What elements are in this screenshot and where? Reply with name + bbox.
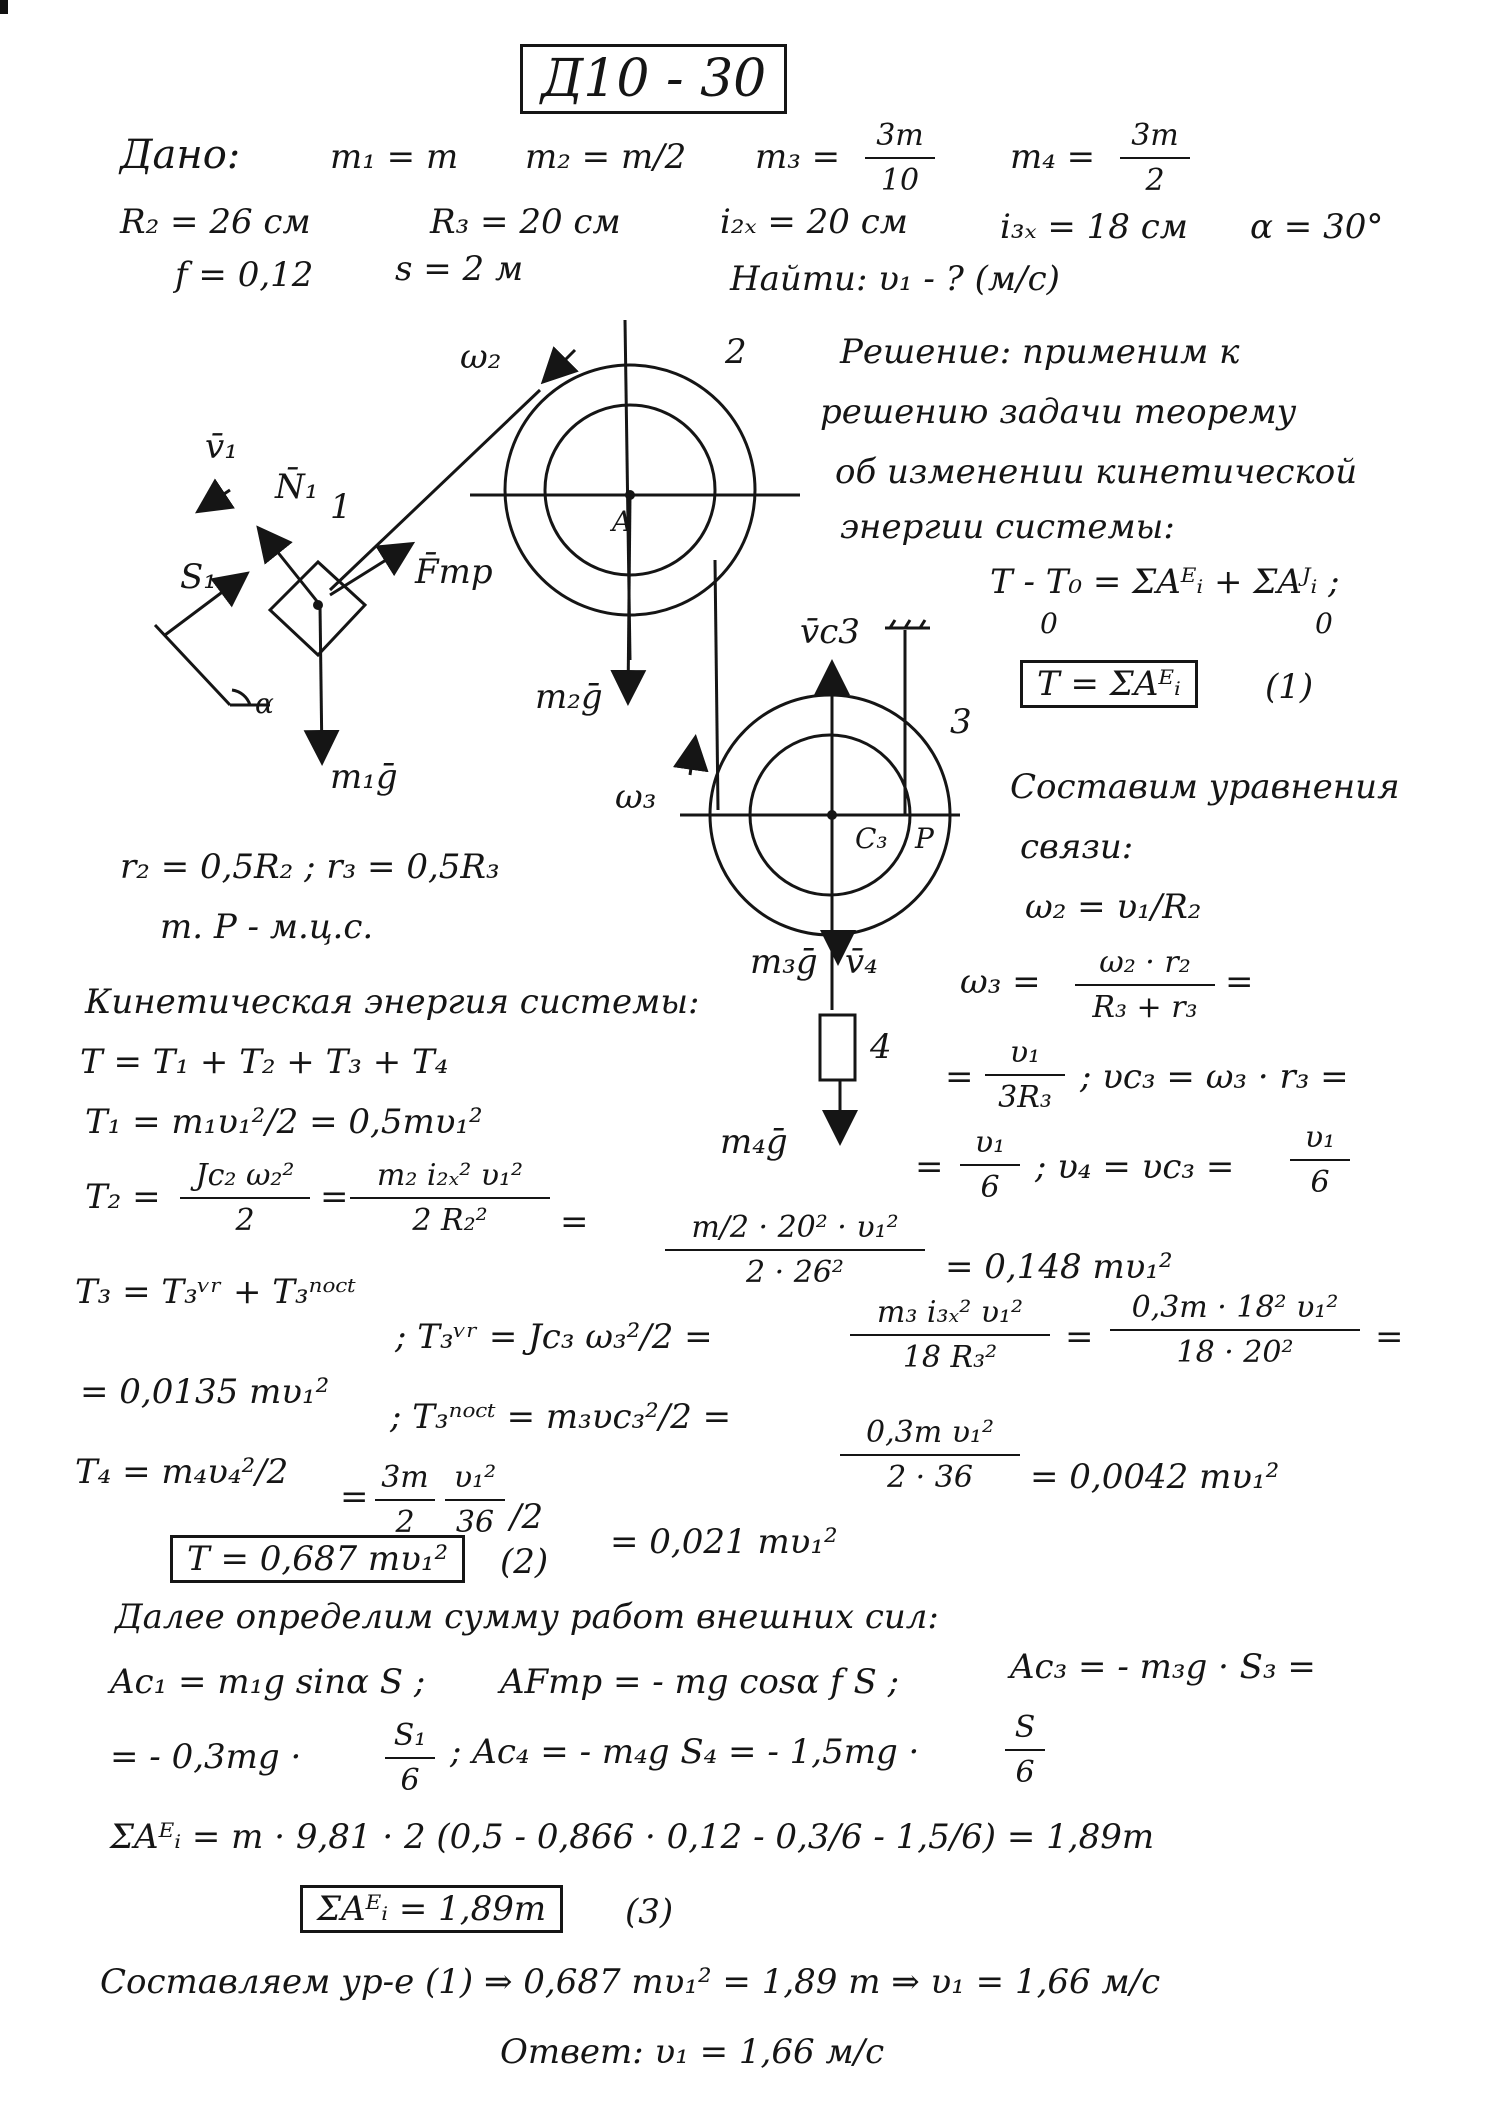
kinetic-T3vr-f1-denominator: 18 R₃² (902, 1340, 998, 1375)
constraint-row2-numerator: υ₁ (1009, 1035, 1041, 1070)
label-v4: v̄₄ (845, 942, 878, 982)
given-m2: m₂ = m/2 (525, 137, 687, 177)
v1-arrow (200, 490, 230, 510)
solution-line-3: об изменении кинетической (835, 452, 1358, 492)
label-s1: S₁ (180, 557, 217, 597)
kinetic-T4-f2-denominator: 36 (455, 1505, 495, 1540)
constraints-line-2: связи: (1020, 827, 1134, 867)
fraction-bar (375, 1499, 435, 1501)
kinetic-T2-fraction-3 (665, 1210, 925, 1290)
given-m4-numerator: 3m (1131, 118, 1179, 153)
given-f: f = 0,12 (175, 255, 314, 295)
kinetic-T4-f1-numerator: 3m (381, 1460, 429, 1495)
constraint-omega3-eq: = (1225, 962, 1254, 1002)
fraction-bar (840, 1454, 1020, 1456)
equation-1-number: (1) (1265, 667, 1314, 707)
pulley-2-center (625, 490, 635, 500)
constraint-row3-numerator: υ₁ (974, 1125, 1006, 1160)
given-find: Найти: υ₁ - ? (м/с) (730, 259, 1060, 299)
constraint-omega2: ω₂ = υ₁/R₂ (1025, 887, 1202, 927)
label-vc3: v̄c3 (800, 612, 860, 652)
constraint-row3-denominator: 6 (980, 1170, 1000, 1205)
fraction-bar (180, 1197, 310, 1199)
given-i2x: i₂ₓ = 20 см (720, 202, 908, 242)
kinetic-T3vr-end: = (1375, 1317, 1404, 1357)
kinetic-T3vr-f1-numerator: m₃ i₃ₓ² υ₁² (876, 1295, 1024, 1330)
block-1-center (313, 600, 323, 610)
work-A3b-denominator: 6 (400, 1763, 420, 1798)
work-A3b-lhs: = - 0,3mg · (110, 1737, 302, 1777)
omega2-arrow (545, 350, 575, 380)
work-heading: Далее определим сумму работ внешних сил: (115, 1597, 939, 1637)
given-m4-denominator: 2 (1145, 163, 1165, 198)
label-m1g: m₁ḡ (330, 757, 398, 797)
constraint-v4-denominator: 6 (1310, 1165, 1330, 1200)
constraint-row2-eq: = (945, 1057, 974, 1097)
fraction-bar (960, 1164, 1020, 1166)
kinetic-T4-lhs: T₄ = m₄υ₄²/2 (75, 1452, 289, 1492)
kinetic-T3vr-lhs: ; T₃ᵛʳ = Jc₃ ω₃²/2 = (395, 1317, 713, 1357)
answer: Ответ: υ₁ = 1,66 м/с (500, 2032, 885, 2072)
kinetic-T4-f2-numerator: υ₁² (453, 1460, 497, 1495)
constraint-v4-numerator: υ₁ (1304, 1120, 1336, 1155)
label-Ftr: F̄тр (415, 552, 493, 592)
equation-1: T = ΣAᴱᵢ (1020, 660, 1198, 708)
kinetic-T3post-fraction (840, 1415, 1020, 1495)
given-alpha: α = 30° (1250, 207, 1384, 247)
incline-surface (155, 625, 230, 705)
label-omega3: ω₃ (615, 777, 657, 817)
kinetic-T2-fraction-1 (180, 1158, 310, 1238)
fraction-bar (850, 1334, 1050, 1336)
constraint-omega3-lhs: ω₃ = (960, 962, 1041, 1002)
work-A3: Aс₃ = - m₃g · S₃ = (1010, 1647, 1316, 1687)
kinetic-T3vr-eq: = (1065, 1317, 1094, 1357)
label-P: P (915, 822, 934, 855)
label-m3g: m₃ḡ (750, 942, 818, 982)
given-label: Дано: (120, 132, 241, 178)
work-sum-box: ΣAᴱᵢ = 1,89m (300, 1885, 563, 1933)
kinetic-T2-f2-numerator: m₂ i₂ₓ² υ₁² (376, 1158, 524, 1193)
kinetic-heading: Кинетическая энергия системы: (85, 982, 700, 1022)
label-pulley-3: 3 (950, 702, 972, 742)
kinetic-T4-f1-denominator: 2 (395, 1505, 415, 1540)
kinetic-T2-f3-numerator: m/2 · 20² · υ₁² (691, 1210, 899, 1245)
constraint-row3-fraction (960, 1125, 1020, 1205)
fraction-bar (665, 1249, 925, 1251)
omega3-arrow (690, 740, 695, 775)
given-m1: m₁ = m (330, 137, 459, 177)
label-omega2: ω₂ (460, 337, 502, 377)
kinetic-T3vr-result: = 0,0135 mυ₁² (80, 1372, 330, 1412)
kinetic-T4-fraction-2 (445, 1460, 505, 1540)
work-A3b-numerator: S₁ (393, 1718, 427, 1753)
kinetic-T3vr-fraction-2 (1110, 1290, 1360, 1370)
work-A1: Aс₁ = m₁g sinα S ; (110, 1662, 426, 1702)
work-A3b-fraction (385, 1718, 435, 1798)
kinetic-T4-fraction-1 (375, 1460, 435, 1540)
label-N1: N̄₁ (275, 467, 319, 507)
kinetic-T2-f1-denominator: 2 (235, 1203, 255, 1238)
kinetic-T4-eq: = (340, 1477, 369, 1517)
fraction-bar (1290, 1159, 1350, 1161)
kinetic-T4-div: /2 (510, 1497, 544, 1537)
kinetic-T3: T₃ = T₃ᵛʳ + T₃ⁿᵒᶜᵗ (75, 1272, 356, 1312)
kinetic-T2-result: = 0,148 mυ₁² (945, 1247, 1173, 1287)
solution-line-2: решению задачи теорему (820, 392, 1297, 432)
work-sum-expression: ΣAᴱᵢ = m · 9,81 · 2 (0,5 - 0,866 · 0,12 - 0,3/6 - 1,5/6) = 1,89m (110, 1817, 1155, 1857)
fraction-bar (445, 1499, 505, 1501)
work-sum-number: (3) (625, 1892, 674, 1932)
label-alpha: α (255, 687, 274, 720)
label-block-1: 1 (330, 487, 352, 527)
constraint-row2-fraction (985, 1035, 1065, 1115)
label-weight-4: 4 (870, 1027, 892, 1067)
kinetic-T4-result: = 0,021 mυ₁² (610, 1522, 838, 1562)
kinetic-total-number: (2) (500, 1542, 549, 1582)
constraint-row3-eq: = (915, 1147, 944, 1187)
theorem-zero-internal: 0 (1315, 607, 1333, 640)
given-i3x: i₃ₓ = 18 см (1000, 207, 1188, 247)
theorem-zero-T0: 0 (1040, 607, 1058, 640)
fraction-bar (1110, 1329, 1360, 1331)
kinetic-T2-f1-numerator: Jc₂ ω₂² (195, 1158, 295, 1193)
fraction-bar (1075, 984, 1215, 986)
work-A4-numerator: S (1014, 1710, 1036, 1745)
m1g-arrow (320, 605, 322, 760)
label-C3: C₃ (855, 822, 888, 855)
given-s: s = 2 м (395, 249, 524, 289)
constraint-row2-denominator: 3R₃ (998, 1080, 1052, 1115)
kinetic-energy-theorem: T - T₀ = ΣAᴱᵢ + ΣAᴶᵢ ; (990, 562, 1340, 602)
fraction-bar (350, 1197, 550, 1199)
kinetic-T3post-numerator: 0,3m υ₁² (866, 1415, 994, 1450)
kinetic-T2-eq2: = (560, 1202, 589, 1242)
work-A4-lhs: ; Aс₄ = - m₄g S₄ = - 1,5mg · (450, 1732, 920, 1772)
radii-relation: r₂ = 0,5R₂ ; r₃ = 0,5R₃ (120, 847, 500, 887)
constraint-v4: ; υ₄ = υc₃ = (1035, 1147, 1235, 1187)
work-Afr: AFтр = - mg cosα f S ; (500, 1662, 900, 1702)
constraint-omega3-denominator: R₃ + r₃ (1092, 990, 1198, 1025)
constraint-v4-fraction (1290, 1120, 1350, 1200)
given-m3-denominator: 10 (880, 163, 920, 198)
fraction-bar (385, 1757, 435, 1759)
constraints-line-1: Составим уравнения (1010, 767, 1400, 807)
solution-line-4: энергии системы: (840, 507, 1175, 547)
fraction-bar (985, 1074, 1065, 1076)
kinetic-total-box: T = 0,687 mυ₁² (170, 1535, 465, 1583)
fraction-bar (1005, 1749, 1045, 1751)
label-m2g: m₂ḡ (535, 677, 603, 717)
kinetic-T2-eq1: = (320, 1177, 349, 1217)
alpha-arc (232, 690, 250, 705)
given-R3: R₃ = 20 см (430, 202, 621, 242)
solution-line-1: Решение: применим к (840, 332, 1240, 372)
kinetic-T2-fraction-2 (350, 1158, 550, 1238)
kinetic-T3vr-f2-numerator: 0,3m · 18² υ₁² (1131, 1290, 1339, 1325)
kinetic-T3post-lhs: ; T₃ⁿᵒᶜᵗ = m₃υc₃²/2 = (390, 1397, 732, 1437)
constraint-omega3-fraction (1075, 945, 1215, 1025)
kinetic-T-sum: T = T₁ + T₂ + T₃ + T₄ (80, 1042, 449, 1082)
given-R2: R₂ = 26 см (120, 202, 311, 242)
instant-center-note: т. P - м.ц.с. (160, 907, 374, 947)
given-m4-lhs: m₄ = (1010, 137, 1096, 177)
pulley-3-center (827, 810, 837, 820)
kinetic-T2-lhs: T₂ = (85, 1177, 161, 1217)
label-v1: v̄₁ (205, 427, 238, 467)
constraint-omega3-numerator: ω₂ · r₂ (1099, 945, 1191, 980)
work-A4-fraction (1005, 1710, 1045, 1790)
kinetic-T3post-result: = 0,0042 mυ₁² (1030, 1457, 1280, 1497)
kinetic-T2-f2-denominator: 2 R₂² (412, 1203, 488, 1238)
weight-4 (820, 1015, 855, 1080)
kinetic-T3vr-fraction-1 (850, 1295, 1050, 1375)
given-m3-lhs: m₃ = (755, 137, 841, 177)
kinetic-T2-f3-denominator: 2 · 26² (746, 1255, 844, 1290)
constraint-vc3: ; υc₃ = ω₃ · r₃ = (1080, 1057, 1349, 1097)
final-equation: Составляем ур-е (1) ⇒ 0,687 mυ₁² = 1,89 m ⇒ υ₁ = 1,66 м/с (100, 1962, 1161, 2002)
label-A: A (612, 505, 633, 538)
kinetic-T1: T₁ = m₁υ₁²/2 = 0,5mυ₁² (85, 1102, 483, 1142)
label-pulley-2: 2 (725, 332, 747, 372)
problem-title: Д10 - 30 (520, 44, 787, 114)
label-m4g: m₄ḡ (720, 1122, 788, 1162)
work-A4-denominator: 6 (1015, 1755, 1035, 1790)
kinetic-T3post-denominator: 2 · 36 (887, 1460, 973, 1495)
kinetic-T3vr-f2-denominator: 18 · 20² (1176, 1335, 1294, 1370)
given-m3-numerator: 3m (876, 118, 924, 153)
